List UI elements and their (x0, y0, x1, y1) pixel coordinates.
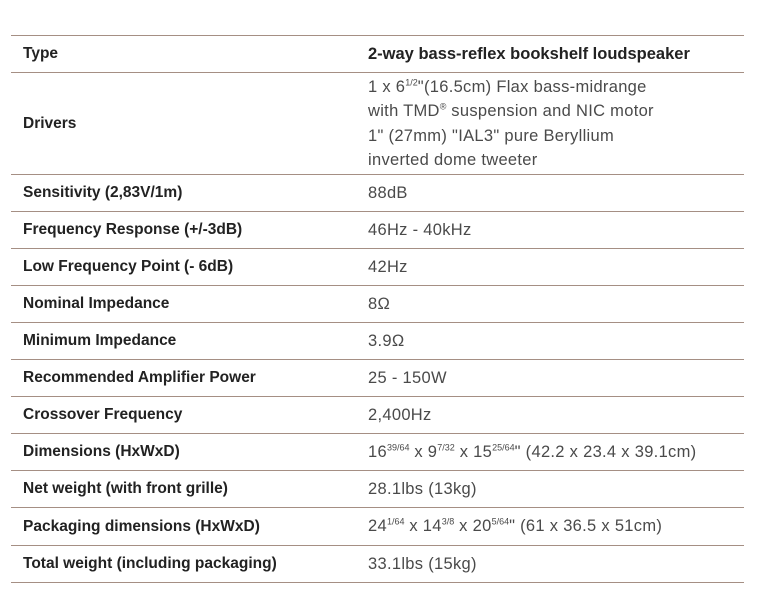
spec-value-text: with TMD (368, 102, 440, 120)
spec-value-line (368, 403, 744, 428)
spec-value (356, 249, 744, 286)
spec-value-text: 3.9Ω (368, 331, 405, 350)
spec-value-superscript: 7/32 (437, 442, 455, 452)
spec-value-text: 25 - 150W (368, 368, 447, 387)
spec-value-text: x 15 (454, 442, 493, 461)
spec-value-text: 8Ω (368, 294, 391, 313)
spec-value-text: 1 x 6 (368, 77, 406, 96)
spec-label: Drivers (11, 73, 356, 175)
spec-row-drivers (11, 73, 744, 175)
spec-label: Type (11, 36, 356, 73)
spec-value-text: inverted dome tweeter (368, 151, 538, 169)
spec-row-nominal-impedance (11, 286, 744, 323)
spec-value (356, 360, 744, 397)
spec-value-line (368, 514, 744, 539)
spec-value-line (368, 440, 744, 465)
spec-value (356, 175, 744, 212)
spec-table (11, 35, 744, 583)
spec-row-packaging-dimensions (11, 508, 744, 546)
spec-value-text: 33.1lbs (15kg) (368, 554, 477, 573)
spec-value-text: 88dB (368, 183, 408, 202)
spec-label: Net weight (with front grille) (11, 471, 356, 508)
spec-value-superscript: 3/8 (441, 516, 455, 527)
spec-label: Nominal Impedance (11, 286, 356, 323)
spec-value-text: 16 (368, 442, 387, 461)
spec-value-text: 24 (368, 517, 387, 536)
spec-row-type (11, 36, 744, 73)
spec-value-text: x 9 (409, 442, 438, 461)
spec-row-low-frequency-point (11, 249, 744, 286)
spec-value (356, 546, 744, 583)
spec-value-line (368, 124, 744, 149)
spec-label: Crossover Frequency (11, 397, 356, 434)
spec-row-sensitivity (11, 175, 744, 212)
spec-value-superscript: ® (439, 101, 447, 112)
spec-value-superscript: 25/64 (492, 442, 515, 452)
spec-value-line (368, 75, 744, 100)
spec-row-total-weight (11, 546, 744, 583)
spec-value-text: suspension and NIC motor (446, 102, 654, 120)
spec-row-dimensions (11, 434, 744, 471)
spec-value-text: x 20 (454, 517, 492, 536)
spec-value-superscript: 5/64 (491, 516, 510, 527)
spec-value-line (368, 42, 744, 67)
spec-label: Low Frequency Point (- 6dB) (11, 249, 356, 286)
spec-value (356, 212, 744, 249)
spec-value-text: 2,400Hz (368, 405, 432, 424)
spec-value-line (368, 552, 744, 577)
spec-value (356, 434, 744, 471)
spec-value-superscript: 1/64 (386, 516, 405, 527)
spec-row-amplifier-power (11, 360, 744, 397)
spec-value-line (368, 329, 744, 354)
spec-row-net-weight (11, 471, 744, 508)
spec-value-line (368, 366, 744, 391)
spec-value (356, 508, 744, 546)
spec-value-text: x 14 (404, 517, 442, 536)
spec-label: Dimensions (HxWxD) (11, 434, 356, 471)
spec-label: Minimum Impedance (11, 323, 356, 360)
spec-value-superscript: 1/2 (405, 76, 418, 87)
spec-value (356, 323, 744, 360)
spec-value-text: 28.1lbs (13kg) (368, 479, 477, 498)
spec-value-text: 42Hz (368, 257, 408, 276)
spec-row-frequency-response (11, 212, 744, 249)
spec-label: Sensitivity (2,83V/1m) (11, 175, 356, 212)
spec-label: Frequency Response (+/-3dB) (11, 212, 356, 249)
spec-value-line (368, 148, 744, 173)
spec-label: Total weight (including packaging) (11, 546, 356, 583)
spec-value-text: " (61 x 36.5 x 51cm) (509, 517, 663, 536)
spec-value-line (368, 255, 744, 280)
spec-value (356, 471, 744, 508)
spec-value (356, 286, 744, 323)
spec-value-line (368, 218, 744, 243)
spec-value (356, 36, 744, 73)
spec-value-text: 46Hz - 40kHz (368, 220, 472, 239)
spec-value-text: 2-way bass-reflex bookshelf loudspeaker (368, 44, 690, 63)
spec-value-text: " (42.2 x 23.4 x 39.1cm) (514, 442, 697, 461)
spec-value-text: "(16.5cm) Flax bass-midrange (417, 77, 647, 96)
spec-value (356, 397, 744, 434)
spec-value-line (368, 292, 744, 317)
spec-value-text: 1" (27mm) "IAL3" pure Beryllium (368, 126, 615, 145)
spec-label: Recommended Amplifier Power (11, 360, 356, 397)
spec-value-line (368, 181, 744, 206)
spec-value-line (368, 477, 744, 502)
spec-value (356, 73, 744, 175)
spec-value-superscript: 39/64 (386, 442, 410, 452)
spec-row-crossover-frequency (11, 397, 744, 434)
spec-row-minimum-impedance (11, 323, 744, 360)
spec-value-line (368, 99, 744, 124)
spec-label: Packaging dimensions (HxWxD) (11, 508, 356, 546)
